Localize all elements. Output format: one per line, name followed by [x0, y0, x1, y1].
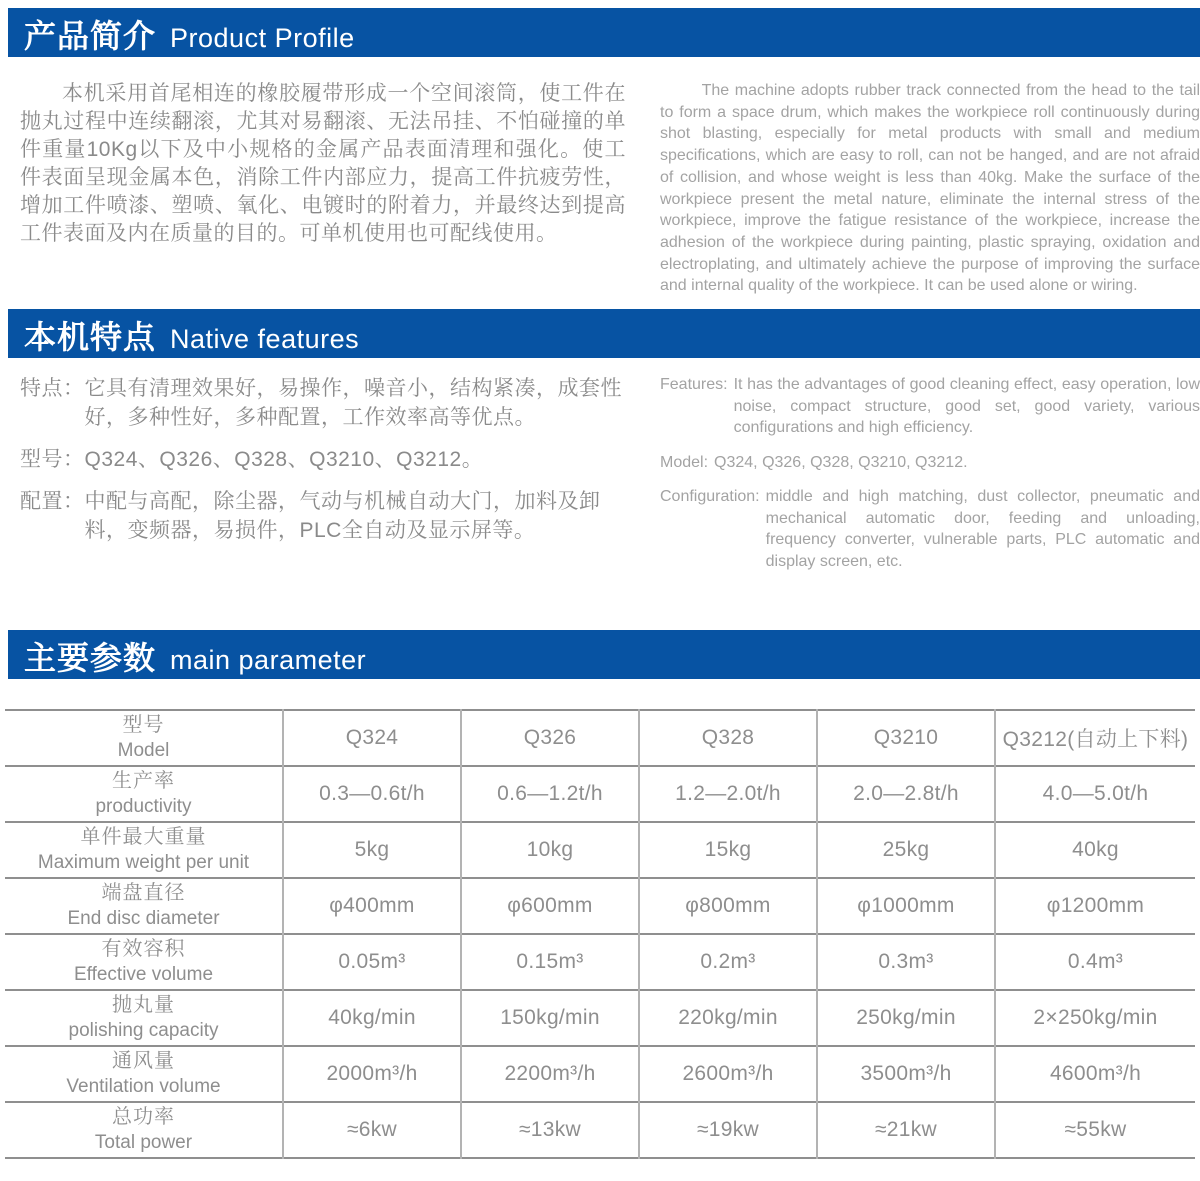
profile-paragraph-zh: 本机采用首尾相连的橡胶履带形成一个空间滚筒，使工件在抛丸过程中连续翻滚，尤其对易翻滚、无法吊挂、不怕碰撞的单件重量10Kg以下及中小规格的金属产品表面清理和强化。使工件表面呈现金属本色，消除工件内部应力，提高工件抗疲劳性，增加工件喷漆、塑喷、氧化、电镀时的附着力，并最终达到提高工件表面及内在质量的目的。可单机使用也可配线使用。: [20, 82, 626, 245]
feature-text: Q324, Q326, Q328, Q3210, Q3212.: [714, 453, 968, 471]
row-label-en: polishing capacity: [68, 1020, 219, 1042]
row-label-en: productivity: [95, 796, 192, 818]
feature-item-en: [660, 452, 1200, 474]
table-row: [5, 822, 1195, 878]
main-parameter-title-zh: 主要参数: [24, 640, 157, 677]
cell-value: φ800mm: [639, 878, 817, 934]
row-label-zh: 有效容积: [101, 938, 186, 961]
cell-value: φ1000mm: [817, 878, 995, 934]
cell-value: 10kg: [461, 822, 639, 878]
row-label-en: End disc diameter: [67, 908, 220, 930]
cell-value: φ1200mm: [995, 878, 1195, 934]
cell-value: ≈55kw: [995, 1102, 1195, 1158]
table-row: [5, 990, 1195, 1046]
cell-value: 250kg/min: [817, 990, 995, 1046]
row-label-cell: [5, 990, 283, 1046]
cell-value: φ600mm: [461, 878, 639, 934]
cell-value: 2600m³/h: [639, 1046, 817, 1102]
profile-paragraph-en: The machine adopts rubber track connected from the head to the tail to form a space drum, which makes the workpiece roll continuously during shot blasting, especially for metal products with small and medium specifications, which are easy to roll, can not be hanged, and are not afraid of collision, and whose weight is less than 40kg. Make the surface of the workpiece present the metal nature, eliminate the internal stress of the workpiece, improve the fatigue resistance of the workpiece, increase the adhesion of the workpiece during painting, plastic spraying, oxidation and electroplating, and ultimately achieve the purpose of improving the surface and internal quality of the workpiece. It can be used alone or wiring.: [660, 82, 1200, 295]
cell-value: 0.15m³: [461, 934, 639, 990]
feature-label: 型号：: [20, 448, 85, 472]
feature-label: 配置：: [20, 490, 85, 514]
row-label-en: Model: [117, 740, 170, 762]
feature-text: Q324、Q326、Q328、Q3210、Q3212。: [84, 448, 484, 472]
cell-value: 150kg/min: [461, 990, 639, 1046]
row-label-en: Effective volume: [73, 964, 214, 986]
parameters-table-wrap: [5, 709, 1195, 1159]
table-row: [5, 1046, 1195, 1102]
feature-item-zh: [20, 445, 626, 474]
product-profile-body: [0, 80, 1200, 297]
cell-value: 0.3—0.6t/h: [283, 766, 461, 822]
row-label-cell: [5, 1102, 283, 1158]
cell-value: ≈6kw: [283, 1102, 461, 1158]
row-label-cell: [5, 934, 283, 990]
cell-value: 5kg: [283, 822, 461, 878]
feature-item-en: [660, 486, 1200, 572]
cell-value: 0.05m³: [283, 934, 461, 990]
cell-value: 40kg/min: [283, 990, 461, 1046]
row-label-cell: [5, 878, 283, 934]
native-features-body: [0, 374, 1200, 572]
row-label-cell: [5, 1046, 283, 1102]
row-label-cell: [5, 822, 283, 878]
product-profile-title-en: Product Profile: [170, 23, 355, 53]
feature-item-en: [660, 374, 1200, 439]
cell-value: Q3210: [817, 710, 995, 766]
table-row: [5, 1102, 1195, 1158]
feature-item-zh: [20, 374, 626, 432]
cell-value: Q324: [283, 710, 461, 766]
row-label-en: Maximum weight per unit: [37, 852, 250, 874]
cell-value: ≈21kw: [817, 1102, 995, 1158]
parameters-table-body: [5, 710, 1195, 1158]
cell-value: ≈19kw: [639, 1102, 817, 1158]
cell-value: 3500m³/h: [817, 1046, 995, 1102]
cell-value: 25kg: [817, 822, 995, 878]
row-label-zh: 型号: [122, 714, 165, 737]
row-label-cell: [5, 766, 283, 822]
features-list-en: [660, 374, 1200, 572]
feature-text: It has the advantages of good cleaning effect, easy operation, low noise, compact structure, good set, good variety, various configurations and high efficiency.: [733, 376, 1200, 437]
section-header-main-parameter: [8, 630, 1200, 679]
feature-text: 中配与高配，除尘器，气动与机械自动大门，加料及卸料，变频器，易损件，PLC全自动及显示屏等。: [84, 490, 601, 543]
feature-label: Configuration:: [660, 488, 760, 506]
row-label-zh: 单件最大重量: [80, 826, 207, 849]
cell-value: Q3212(自动上下料): [995, 710, 1195, 766]
main-parameter-title-en: main parameter: [170, 645, 367, 676]
row-label-zh: 总功率: [112, 1106, 175, 1129]
row-label-zh: 生产率: [112, 770, 175, 793]
product-profile-title-zh: 产品简介: [24, 18, 157, 54]
feature-label: Features:: [660, 376, 728, 394]
table-row: [5, 934, 1195, 990]
cell-value: 4.0—5.0t/h: [995, 766, 1195, 822]
section-header-product-profile: [8, 8, 1200, 57]
cell-value: 2×250kg/min: [995, 990, 1195, 1046]
cell-value: 2000m³/h: [283, 1046, 461, 1102]
cell-value: Q328: [639, 710, 817, 766]
section-header-native-features: [8, 309, 1200, 358]
row-label-zh: 抛丸量: [112, 994, 175, 1017]
cell-value: ≈13kw: [461, 1102, 639, 1158]
catalog-page: [0, 8, 1200, 1159]
native-features-title-zh: 本机特点: [24, 319, 157, 356]
cell-value: 0.3m³: [817, 934, 995, 990]
cell-value: 4600m³/h: [995, 1046, 1195, 1102]
cell-value: 1.2—2.0t/h: [639, 766, 817, 822]
feature-label: 特点：: [20, 377, 85, 401]
row-label-cell: [5, 710, 283, 766]
cell-value: 220kg/min: [639, 990, 817, 1046]
parameters-table: [5, 709, 1195, 1159]
row-label-en: Ventilation volume: [66, 1076, 221, 1098]
feature-label: Model:: [660, 453, 709, 471]
row-label-en: Total power: [94, 1132, 193, 1154]
cell-value: 2200m³/h: [461, 1046, 639, 1102]
features-list-zh: [20, 374, 626, 572]
row-label-zh: 通风量: [112, 1050, 175, 1073]
cell-value: 0.2m³: [639, 934, 817, 990]
row-label-zh: 端盘直径: [101, 882, 186, 905]
cell-value: 40kg: [995, 822, 1195, 878]
feature-text: 它具有清理效果好，易操作，噪音小，结构紧凑，成套性好，多种性好，多种配置，工作效率高等优点。: [84, 377, 622, 430]
cell-value: Q326: [461, 710, 639, 766]
native-features-title-en: Native features: [170, 324, 360, 355]
table-row: [5, 710, 1195, 766]
cell-value: 0.4m³: [995, 934, 1195, 990]
feature-text: middle and high matching, dust collector, pneumatic and mechanical automatic door, feeding and unloading, frequency converter, vulnerable parts, PLC automatic and display screen, etc.: [765, 488, 1200, 570]
feature-item-zh: [20, 487, 626, 545]
table-row: [5, 878, 1195, 934]
cell-value: 2.0—2.8t/h: [817, 766, 995, 822]
table-row: [5, 766, 1195, 822]
cell-value: φ400mm: [283, 878, 461, 934]
cell-value: 0.6—1.2t/h: [461, 766, 639, 822]
cell-value: 15kg: [639, 822, 817, 878]
